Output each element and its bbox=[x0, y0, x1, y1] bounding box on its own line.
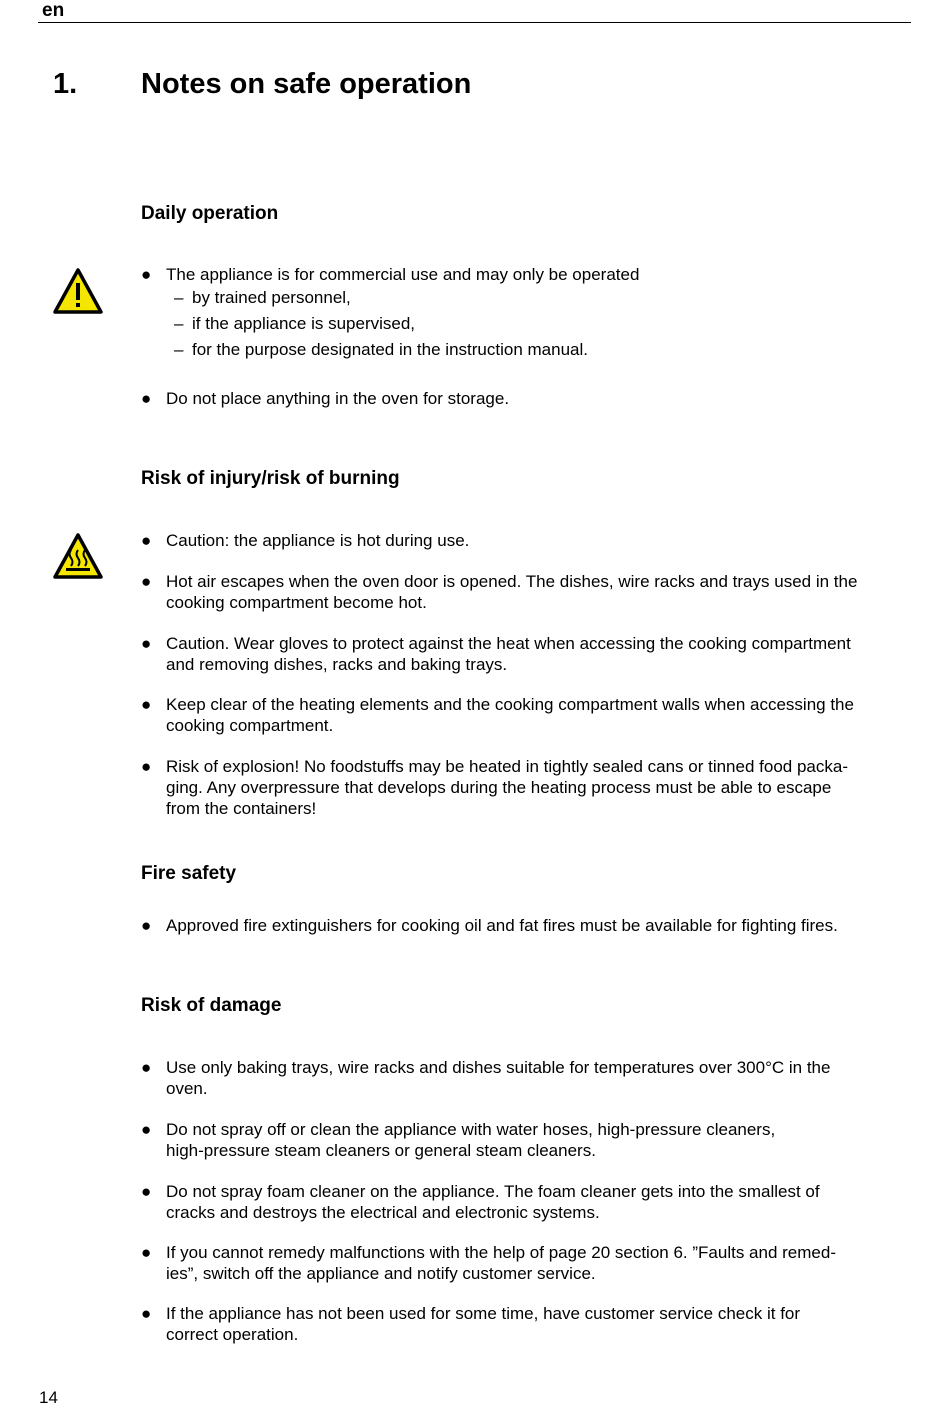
list-item-text: Do not place anything in the oven for storage. bbox=[166, 389, 510, 408]
bullet: ● bbox=[141, 1304, 152, 1323]
list-item-text bbox=[166, 1242, 916, 1284]
text-line: If you cannot remedy malfunctions with the help of page 20 section 6. ”Faults and remed- bbox=[166, 1243, 836, 1262]
header-rule bbox=[38, 22, 911, 23]
sub-item: – by trained personnel, bbox=[174, 288, 351, 307]
list-item-text: The appliance is for commercial use and may only be operated bbox=[166, 265, 640, 284]
bullet: ● bbox=[141, 531, 152, 550]
list-item bbox=[141, 1303, 916, 1345]
text-line: ies”, switch off the appliance and notify customer service. bbox=[166, 1264, 596, 1283]
text-line: from the containers! bbox=[166, 799, 317, 818]
list-item bbox=[141, 694, 916, 736]
list-item-text bbox=[166, 633, 916, 675]
list-item-text bbox=[166, 1119, 916, 1161]
bullet: ● bbox=[141, 1058, 152, 1077]
list-item-text: Approved fire extinguishers for cooking oil and fat fires must be available for fighting fires. bbox=[166, 916, 838, 935]
list-item bbox=[141, 571, 916, 613]
list-item bbox=[141, 756, 916, 819]
hot-surface-warning-icon bbox=[52, 532, 104, 580]
bullet: ● bbox=[141, 634, 152, 653]
bullet: ● bbox=[141, 572, 152, 591]
text-line: If the appliance has not been used for some time, have customer service check it for bbox=[166, 1304, 801, 1323]
warning-exclamation-icon bbox=[52, 267, 104, 315]
text-line: Do not spray foam cleaner on the appliance. The foam cleaner gets into the smallest of bbox=[166, 1182, 820, 1201]
text-line: cracks and destroys the electrical and electronic systems. bbox=[166, 1203, 600, 1222]
text-line: Do not spray off or clean the appliance with water hoses, high-pressure cleaners, bbox=[166, 1120, 776, 1139]
text-line: Use only baking trays, wire racks and dishes suitable for temperatures over 300°C in the bbox=[166, 1058, 831, 1077]
bullet: ● bbox=[141, 265, 152, 284]
list-item-text bbox=[166, 571, 916, 613]
bullet: ● bbox=[141, 695, 152, 714]
list-item bbox=[141, 1119, 916, 1161]
bullet: ● bbox=[141, 1243, 152, 1262]
section-heading-daily-operation: Daily operation bbox=[141, 203, 279, 224]
list-item-text bbox=[166, 694, 916, 736]
language-code: en bbox=[42, 0, 65, 21]
list-item bbox=[141, 1057, 916, 1099]
text-line: cooking compartment become hot. bbox=[166, 593, 427, 612]
chapter-title: Notes on safe operation bbox=[141, 68, 472, 100]
section-heading-risk-of-damage: Risk of damage bbox=[141, 995, 282, 1016]
list-item bbox=[141, 915, 916, 936]
text-line: Keep clear of the heating elements and the cooking compartment walls when accessing the bbox=[166, 695, 854, 714]
sub-item-text: if the appliance is supervised, bbox=[192, 314, 416, 333]
sub-item-text: for the purpose designated in the instruction manual. bbox=[192, 340, 588, 359]
list-item bbox=[141, 1242, 916, 1284]
list-item bbox=[141, 388, 916, 409]
list-item-text bbox=[166, 756, 916, 819]
text-line: Risk of explosion! No foodstuffs may be heated in tightly sealed cans or tinned food packa- bbox=[166, 757, 848, 776]
list-item-text bbox=[166, 1181, 916, 1223]
bullet: ● bbox=[141, 389, 152, 408]
text-line: Caution. Wear gloves to protect against the heat when accessing the cooking compartment bbox=[166, 634, 851, 653]
list-item-text bbox=[166, 1057, 916, 1099]
text-line: oven. bbox=[166, 1079, 208, 1098]
text-line: high-pressure steam cleaners or general steam cleaners. bbox=[166, 1141, 596, 1160]
section-heading-risk-of-injury: Risk of injury/risk of burning bbox=[141, 468, 400, 489]
page-number: 14 bbox=[39, 1388, 58, 1407]
sub-item: – for the purpose designated in the instruction manual. bbox=[174, 340, 588, 359]
list-item bbox=[141, 264, 916, 363]
list-item-text: Caution: the appliance is hot during use. bbox=[166, 531, 470, 550]
list-item bbox=[141, 530, 916, 551]
text-line: cooking compartment. bbox=[166, 716, 334, 735]
text-line: Hot air escapes when the oven door is opened. The dishes, wire racks and trays used in the bbox=[166, 572, 858, 591]
section-heading-fire-safety: Fire safety bbox=[141, 863, 237, 884]
chapter-number: 1. bbox=[53, 68, 78, 100]
bullet: ● bbox=[141, 1182, 152, 1201]
bullet: ● bbox=[141, 916, 152, 935]
sub-item-text: by trained personnel, bbox=[192, 288, 351, 307]
list-item-text bbox=[166, 1303, 916, 1345]
list-item bbox=[141, 1181, 916, 1223]
bullet: ● bbox=[141, 757, 152, 776]
text-line: correct operation. bbox=[166, 1325, 299, 1344]
sub-item: – if the appliance is supervised, bbox=[174, 314, 416, 333]
text-line: ging. Any overpressure that develops during the heating process must be able to escape bbox=[166, 778, 832, 797]
text-line: and removing dishes, racks and baking trays. bbox=[166, 655, 508, 674]
list-item bbox=[141, 633, 916, 675]
bullet: ● bbox=[141, 1120, 152, 1139]
